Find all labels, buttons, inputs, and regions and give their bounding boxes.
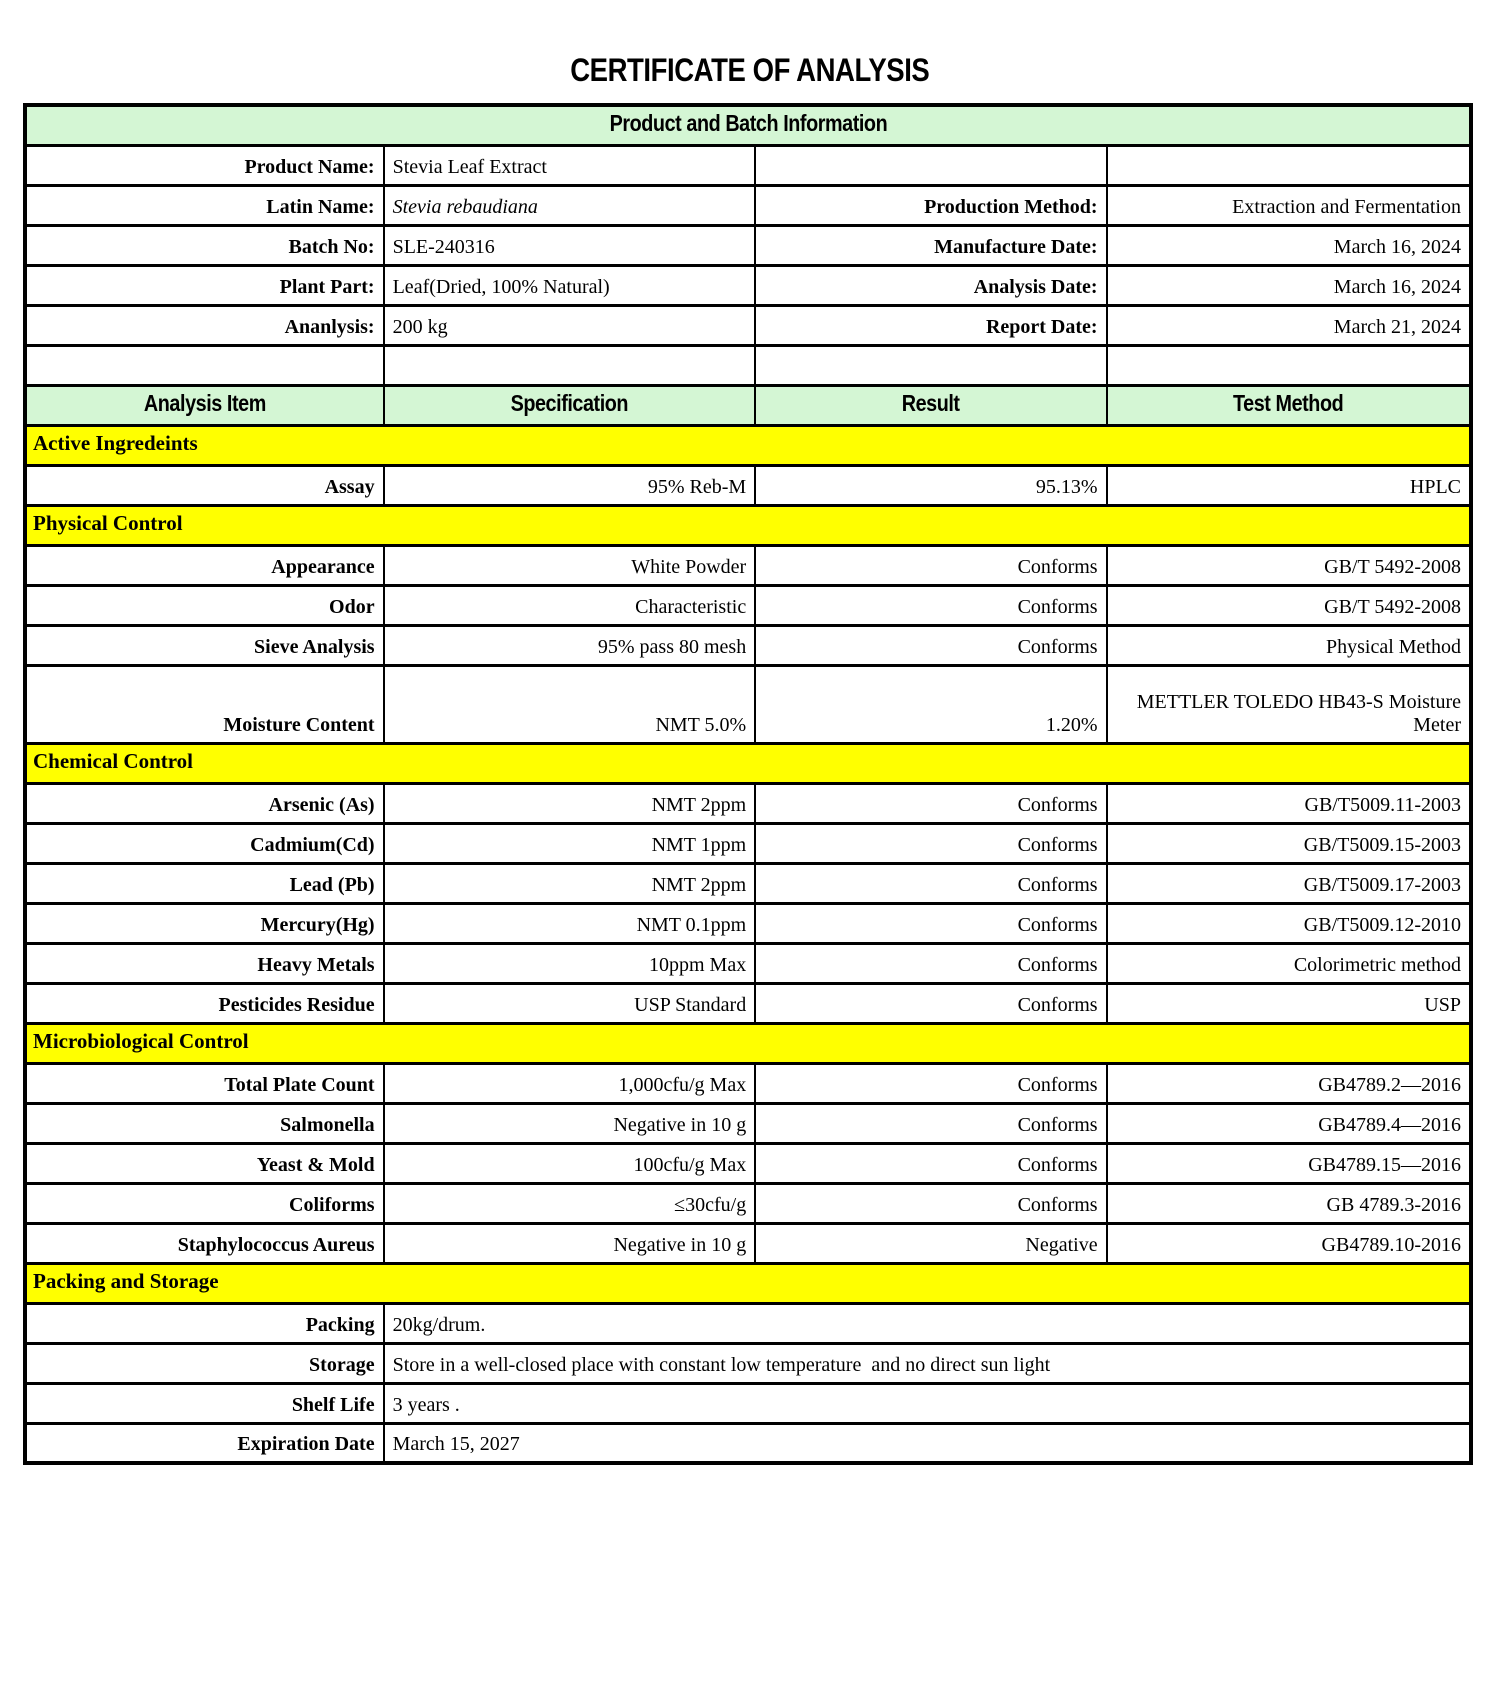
test-method-value: Physical Method bbox=[1107, 625, 1471, 665]
empty-cell bbox=[1107, 345, 1471, 385]
table-row bbox=[25, 1223, 1471, 1263]
section-header-microbiological-control: Microbiological Control bbox=[25, 1023, 1471, 1063]
analysis-item: Appearance bbox=[25, 545, 384, 585]
test-method-value: GB4789.15—2016 bbox=[1107, 1143, 1471, 1183]
table-row-empty bbox=[25, 345, 1471, 385]
packing-value: 20kg/drum. bbox=[384, 1303, 1471, 1343]
table-row bbox=[25, 265, 1471, 305]
section-header-chemical-control: Chemical Control bbox=[25, 743, 1471, 783]
test-method-value: GB/T5009.17-2003 bbox=[1107, 863, 1471, 903]
test-method-value: GB/T 5492-2008 bbox=[1107, 585, 1471, 625]
table-row bbox=[25, 1383, 1471, 1423]
table-row bbox=[25, 1063, 1471, 1103]
table-row bbox=[25, 225, 1471, 265]
specification-value: 100cfu/g Max bbox=[384, 1143, 756, 1183]
test-method-header bbox=[1107, 385, 1471, 425]
production-method-value: Extraction and Fermentation bbox=[1107, 185, 1471, 225]
batch-no-value: SLE-240316 bbox=[384, 225, 756, 265]
expiration-date-value: March 15, 2027 bbox=[384, 1423, 1471, 1463]
production-method-label: Production Method: bbox=[755, 185, 1106, 225]
analysis-item: Arsenic (As) bbox=[25, 783, 384, 823]
empty-cell bbox=[1107, 145, 1471, 185]
result-value: 95.13% bbox=[755, 465, 1106, 505]
analysis-item: Pesticides Residue bbox=[25, 983, 384, 1023]
test-method-value: GB/T 5492-2008 bbox=[1107, 545, 1471, 585]
analysis-item: Assay bbox=[25, 465, 384, 505]
specification-value: NMT 1ppm bbox=[384, 823, 756, 863]
analysis-item: Coliforms bbox=[25, 1183, 384, 1223]
analysis-item: Total Plate Count bbox=[25, 1063, 384, 1103]
table-row bbox=[25, 585, 1471, 625]
table-header-row bbox=[25, 385, 1471, 425]
specification-header bbox=[384, 385, 756, 425]
latin-name-value: Stevia rebaudiana bbox=[384, 185, 756, 225]
analysis-item: Mercury(Hg) bbox=[25, 903, 384, 943]
test-method-value: GB4789.2—2016 bbox=[1107, 1063, 1471, 1103]
specification-value: 95% pass 80 mesh bbox=[384, 625, 756, 665]
document-title bbox=[0, 0, 1500, 89]
test-method-value: GB/T5009.15-2003 bbox=[1107, 823, 1471, 863]
result-value: Conforms bbox=[755, 1063, 1106, 1103]
result-value: Conforms bbox=[755, 983, 1106, 1023]
specification-value: NMT 2ppm bbox=[384, 863, 756, 903]
table-row bbox=[25, 1343, 1471, 1383]
specification-value: 1,000cfu/g Max bbox=[384, 1063, 756, 1103]
table-row bbox=[25, 823, 1471, 863]
section-row bbox=[25, 505, 1471, 545]
manufacture-date-label: Manufacture Date: bbox=[755, 225, 1106, 265]
product-name-value: Stevia Leaf Extract bbox=[384, 145, 756, 185]
analysis-item: Yeast & Mold bbox=[25, 1143, 384, 1183]
specification-value: Characteristic bbox=[384, 585, 756, 625]
result-value: Conforms bbox=[755, 545, 1106, 585]
product-info-banner bbox=[25, 105, 1471, 145]
analysis-item: Salmonella bbox=[25, 1103, 384, 1143]
result-header-text: Result bbox=[901, 390, 960, 416]
result-value: Conforms bbox=[755, 1143, 1106, 1183]
section-row bbox=[25, 1263, 1471, 1303]
section-row bbox=[25, 425, 1471, 465]
specification-value: White Powder bbox=[384, 545, 756, 585]
plant-part-value: Leaf(Dried, 100% Natural) bbox=[384, 265, 756, 305]
analysis-item: Heavy Metals bbox=[25, 943, 384, 983]
table-row bbox=[25, 783, 1471, 823]
result-value: Conforms bbox=[755, 625, 1106, 665]
table-row bbox=[25, 185, 1471, 225]
manufacture-date-value: March 16, 2024 bbox=[1107, 225, 1471, 265]
specification-value: 95% Reb-M bbox=[384, 465, 756, 505]
table-row bbox=[25, 1183, 1471, 1223]
batch-no-label: Batch No: bbox=[25, 225, 384, 265]
table-row bbox=[25, 145, 1471, 185]
section-row bbox=[25, 1023, 1471, 1063]
table-row bbox=[25, 1143, 1471, 1183]
table-row bbox=[25, 903, 1471, 943]
product-info-banner-text: Product and Batch Information bbox=[609, 110, 887, 137]
storage-label: Storage bbox=[25, 1343, 384, 1383]
empty-cell bbox=[384, 345, 756, 385]
result-value: Conforms bbox=[755, 863, 1106, 903]
report-date-label: Report Date: bbox=[755, 305, 1106, 345]
product-name-label: Product Name: bbox=[25, 145, 384, 185]
storage-value: Store in a well-closed place with constant low temperature and no direct sun light bbox=[384, 1343, 1471, 1383]
analysis-item: Staphylococcus Aureus bbox=[25, 1223, 384, 1263]
table-row bbox=[25, 1423, 1471, 1463]
table-row bbox=[25, 105, 1471, 145]
table-row bbox=[25, 625, 1471, 665]
result-value: Conforms bbox=[755, 1103, 1106, 1143]
section-header-physical-control: Physical Control bbox=[25, 505, 1471, 545]
specification-value: Negative in 10 g bbox=[384, 1103, 756, 1143]
coa-table bbox=[23, 103, 1473, 1465]
specification-header-text: Specification bbox=[510, 390, 629, 416]
table-row bbox=[25, 545, 1471, 585]
specification-value: NMT 5.0% bbox=[384, 665, 756, 743]
analysis-date-value: March 16, 2024 bbox=[1107, 265, 1471, 305]
result-value: 1.20% bbox=[755, 665, 1106, 743]
shelf-life-label: Shelf Life bbox=[25, 1383, 384, 1423]
table-row bbox=[25, 943, 1471, 983]
specification-value: ≤30cfu/g bbox=[384, 1183, 756, 1223]
analysis-item: Lead (Pb) bbox=[25, 863, 384, 903]
specification-value: NMT 2ppm bbox=[384, 783, 756, 823]
specification-value: USP Standard bbox=[384, 983, 756, 1023]
table-row bbox=[25, 1303, 1471, 1343]
section-header-packing-storage: Packing and Storage bbox=[25, 1263, 1471, 1303]
shelf-life-value: 3 years . bbox=[384, 1383, 1471, 1423]
specification-value: 10ppm Max bbox=[384, 943, 756, 983]
section-header-active-ingredients: Active Ingredeints bbox=[25, 425, 1471, 465]
specification-value: NMT 0.1ppm bbox=[384, 903, 756, 943]
result-header bbox=[755, 385, 1106, 425]
analysis-date-label: Analysis Date: bbox=[755, 265, 1106, 305]
result-value: Conforms bbox=[755, 585, 1106, 625]
table-row bbox=[25, 465, 1471, 505]
empty-cell bbox=[25, 345, 384, 385]
report-date-value: March 21, 2024 bbox=[1107, 305, 1471, 345]
test-method-value: GB/T5009.11-2003 bbox=[1107, 783, 1471, 823]
test-method-value: GB4789.10-2016 bbox=[1107, 1223, 1471, 1263]
empty-cell bbox=[755, 345, 1106, 385]
test-method-value: HPLC bbox=[1107, 465, 1471, 505]
result-value: Conforms bbox=[755, 823, 1106, 863]
ananlysis-value: 200 kg bbox=[384, 305, 756, 345]
analysis-item: Cadmium(Cd) bbox=[25, 823, 384, 863]
analysis-item-header-text: Analysis Item bbox=[143, 390, 266, 416]
analysis-item-header bbox=[25, 385, 384, 425]
table-row bbox=[25, 863, 1471, 903]
result-value: Conforms bbox=[755, 1183, 1106, 1223]
analysis-item: Moisture Content bbox=[25, 665, 384, 743]
analysis-item: Odor bbox=[25, 585, 384, 625]
test-method-value: METTLER TOLEDO HB43-S Moisture Meter bbox=[1107, 665, 1471, 743]
result-value: Negative bbox=[755, 1223, 1106, 1263]
document-title-text: CERTIFICATE OF ANALYSIS bbox=[570, 52, 930, 88]
test-method-value: USP bbox=[1107, 983, 1471, 1023]
test-method-value: GB/T5009.12-2010 bbox=[1107, 903, 1471, 943]
result-value: Conforms bbox=[755, 783, 1106, 823]
plant-part-label: Plant Part: bbox=[25, 265, 384, 305]
specification-value: Negative in 10 g bbox=[384, 1223, 756, 1263]
result-value: Conforms bbox=[755, 943, 1106, 983]
test-method-header-text: Test Method bbox=[1233, 390, 1344, 416]
packing-label: Packing bbox=[25, 1303, 384, 1343]
latin-name-label: Latin Name: bbox=[25, 185, 384, 225]
ananlysis-label: Ananlysis: bbox=[25, 305, 384, 345]
table-row bbox=[25, 665, 1471, 743]
expiration-date-label: Expiration Date bbox=[25, 1423, 384, 1463]
table-row bbox=[25, 983, 1471, 1023]
test-method-value: GB 4789.3-2016 bbox=[1107, 1183, 1471, 1223]
test-method-value: GB4789.4—2016 bbox=[1107, 1103, 1471, 1143]
test-method-value: Colorimetric method bbox=[1107, 943, 1471, 983]
result-value: Conforms bbox=[755, 903, 1106, 943]
empty-cell bbox=[755, 145, 1106, 185]
table-row bbox=[25, 305, 1471, 345]
table-row bbox=[25, 1103, 1471, 1143]
analysis-item: Sieve Analysis bbox=[25, 625, 384, 665]
section-row bbox=[25, 743, 1471, 783]
